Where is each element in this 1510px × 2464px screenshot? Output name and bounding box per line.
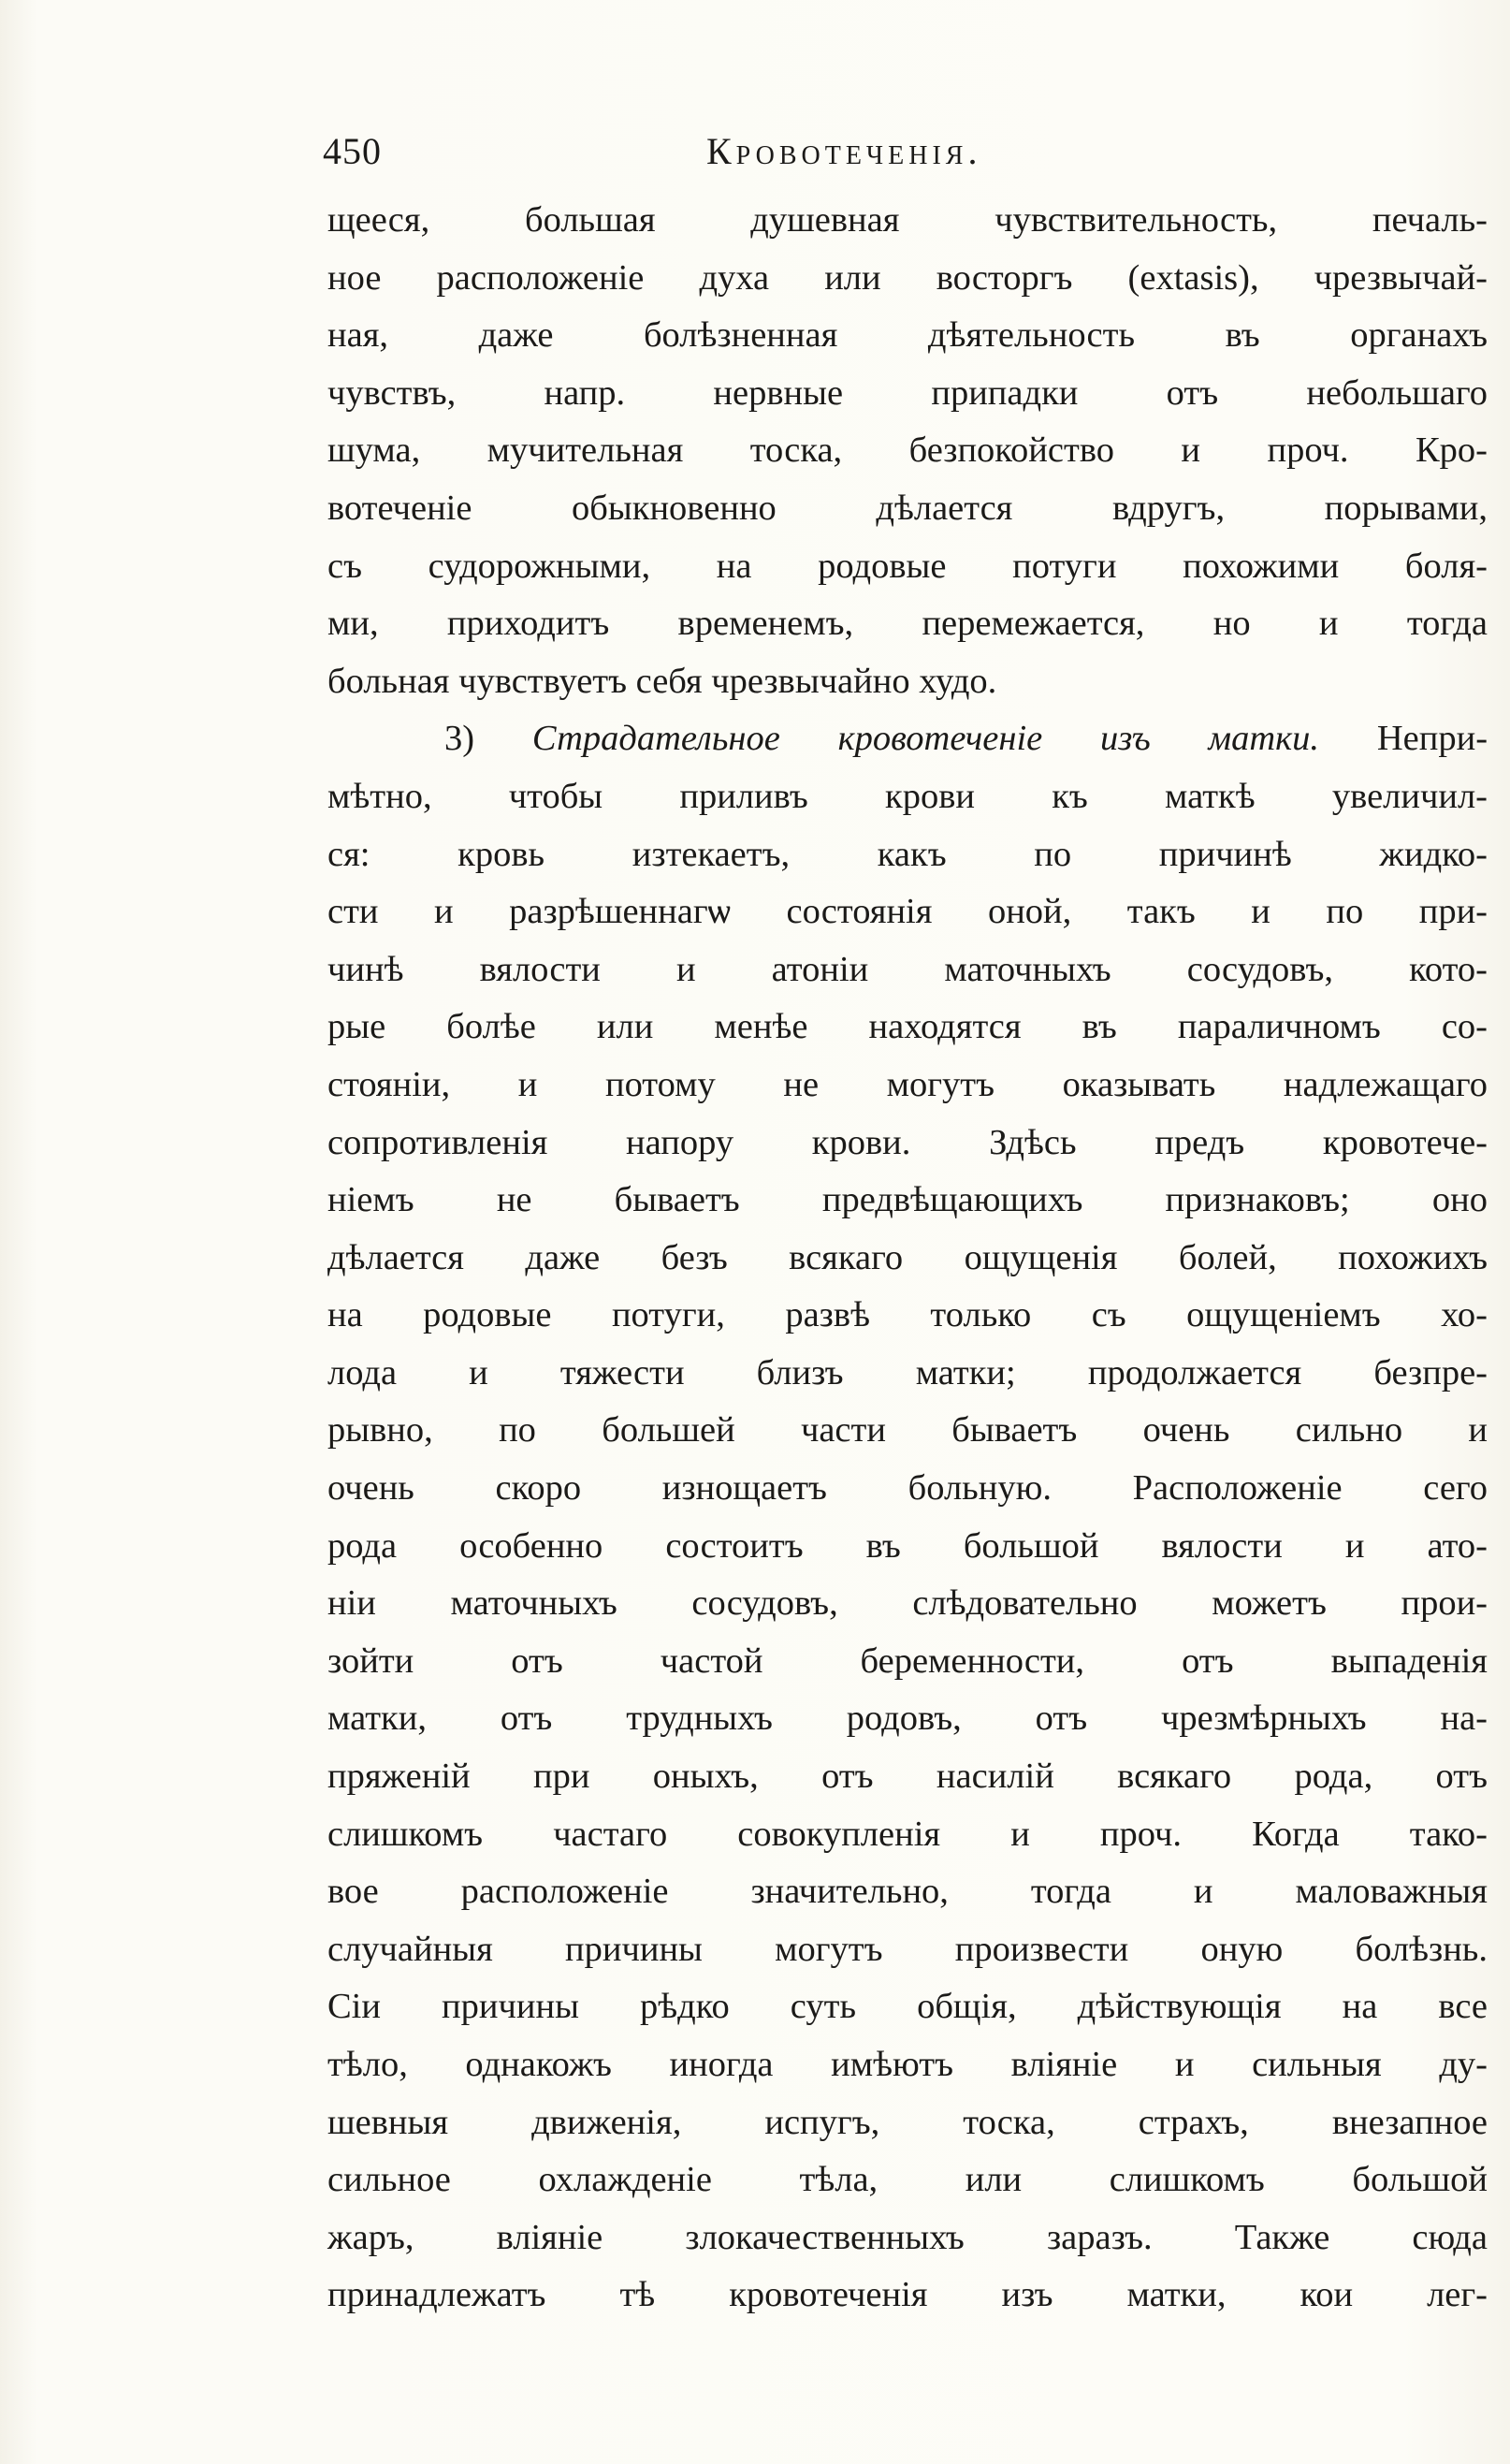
text-line: рые болѣе или менѣе находятся въ параличномъ со- (327, 1007, 1488, 1047)
section-heading-continuation: Непри- (1376, 719, 1488, 759)
text-line: дѣлается даже безъ всякаго ощущенія болей, похожихъ (327, 1237, 1488, 1277)
section-number: 3) (444, 719, 475, 759)
text-line: случайныя причины могутъ произвести оную болѣзнь. (327, 1929, 1488, 1969)
page-number: 450 (323, 130, 382, 172)
text-line: шума, мучительная тоска, безпокойство и проч. Кро- (327, 430, 1488, 471)
text-line: ніи маточныхъ сосудовъ, слѣдовательно можетъ прои- (327, 1583, 1488, 1624)
text-line: чувствъ, напр. нервные припадки отъ небольшаго (327, 372, 1488, 413)
text-line: сопротивленія напору крови. Здѣсь предъ кровотече- (327, 1122, 1488, 1162)
text-line: ми, приходитъ временемъ, перемежается, но и тогда (327, 604, 1488, 644)
text-line: вое расположеніе значительно, тогда и маловажныя (327, 1872, 1488, 1912)
text-line: ся: кровь изтекаетъ, какъ по причинѣ жидко- (327, 834, 1488, 874)
text-line: зойти отъ частой беременности, отъ выпаденія (327, 1640, 1488, 1681)
section-heading: Страдательное кровотеченіе изъ матки. (531, 719, 1320, 759)
text-line: лода и тяжести близъ матки; продолжается безпре- (327, 1352, 1488, 1392)
text-line: ное расположеніе духа или восторгъ (extasis), чрезвычай- (327, 257, 1488, 298)
text-line: на родовые потуги, развѣ только съ ощущеніемъ хо- (327, 1295, 1488, 1335)
text-line: щееся, большая душевная чувствительность, печаль- (327, 200, 1488, 240)
text-line: Сіи причины рѣдко суть общія, дѣйствующія на все (327, 1987, 1488, 2027)
section-heading-line (327, 710, 1488, 768)
text-line: пряженій при оныхъ, отъ насилій всякаго рода, отъ (327, 1757, 1488, 1797)
text-line: матки, отъ трудныхъ родовъ, отъ чрезмѣрныхъ на- (327, 1699, 1488, 1739)
text-line: слишкомъ частаго совокупленія и проч. Когда тако- (327, 1814, 1488, 1854)
text-line: рода особенно состоитъ въ большой вялости и ато- (327, 1525, 1488, 1566)
body-text (327, 192, 1488, 2325)
text-line: стояніи, и потому не могутъ оказывать надлежащаго (327, 1064, 1488, 1104)
running-head: Кровотеченія. (706, 130, 982, 172)
text-line: съ судорожными, на родовые потуги похожими боля- (327, 546, 1488, 586)
text-line: чинѣ вялости и атоніи маточныхъ сосудовъ, кото- (327, 949, 1488, 989)
text-line: тѣло, однакожъ иногда имѣютъ вліяніе и сильныя ду- (327, 2045, 1488, 2084)
text-line: сти и разрѣшеннагѡ состоянія оной, такъ и по при- (327, 892, 1488, 932)
text-line: жаръ, вліяніе злокачественныхъ заразъ. Также сюда (327, 2217, 1488, 2257)
text-line: ная, даже болѣзненная дѣятельность въ органахъ (327, 315, 1488, 356)
text-line: очень скоро изнощаетъ больную. Расположеніе сего (327, 1468, 1488, 1509)
text-line: вотеченіе обыкновенно дѣлается вдругъ, порывами, (327, 488, 1488, 528)
text-line: мѣтно, чтобы приливъ крови къ маткѣ увеличил- (327, 776, 1488, 816)
text-line: принадлежатъ тѣ кровотеченія изъ матки, кои лег- (327, 2275, 1488, 2315)
text-line: ніемъ не бываетъ предвѣщающихъ признаковъ; оно (327, 1180, 1488, 1220)
page-header (323, 129, 1492, 185)
text-line: сильное охлажденіе тѣла, или слишкомъ большой (327, 2160, 1488, 2200)
text-line: больная чувствуетъ себя чрезвычайно худо. (327, 661, 997, 701)
text-line: шевныя движенія, испугъ, тоска, страхъ, внезапное (327, 2102, 1488, 2142)
text-line: рывно, по большей части бываетъ очень сильно и (327, 1410, 1488, 1451)
